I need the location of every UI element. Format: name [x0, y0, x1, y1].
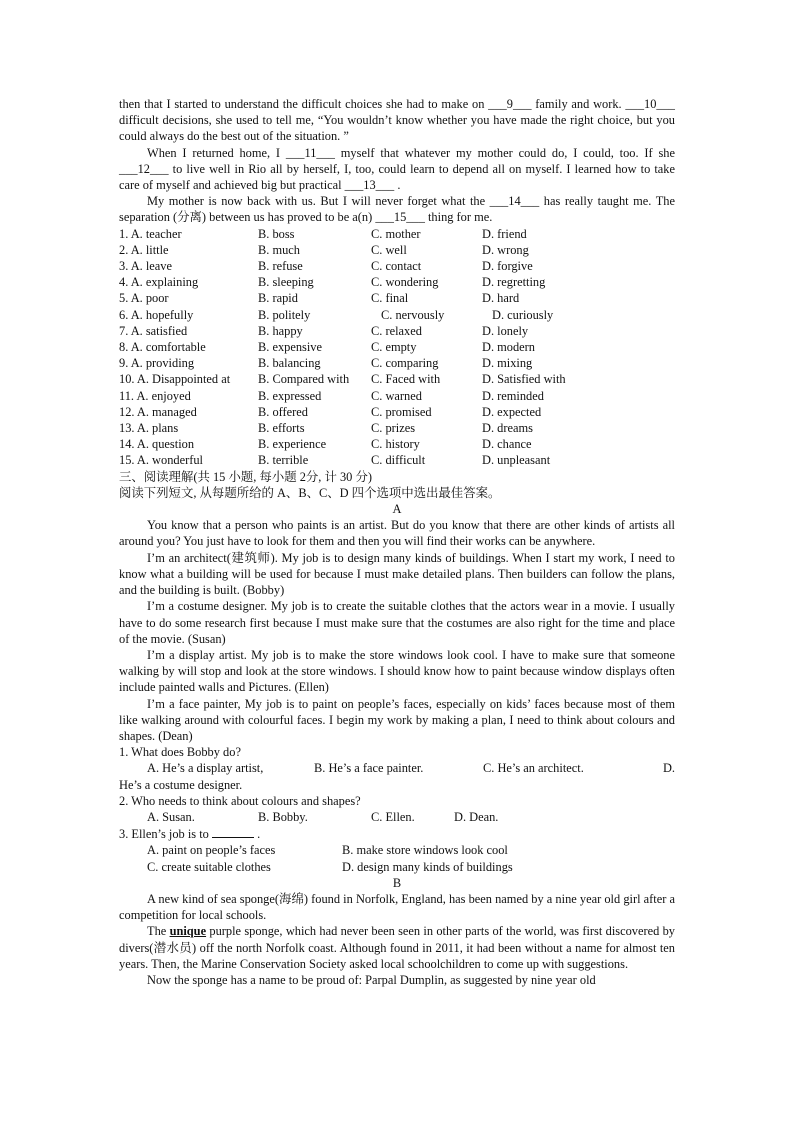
option-b: B. happy	[258, 323, 303, 338]
option-b: B. rapid	[258, 291, 298, 306]
question-3-options-row-2	[119, 859, 675, 875]
option-a: 9. A. providing	[119, 356, 195, 371]
option-row	[119, 355, 675, 371]
underlined-word: unique	[169, 924, 207, 939]
option-row	[119, 323, 675, 339]
passage-b-paragraph: Now the sponge has a name to be proud of: Parpal Dumplin, as suggested by nine year old	[147, 972, 596, 987]
option-row	[119, 452, 675, 468]
cloze-paragraph-2: When I returned home, I ___11___ myself that whatever my mother could do, I could, too. If she ___12___ to live well in Rio all by herself, I, too, could learn to depend all on myself. I learned how to take care of myself and achieved big but practical ___13___ .	[119, 145, 675, 193]
option-row	[119, 258, 675, 274]
section-instruction: 阅读下列短文, 从每题所给的 A、B、C、D 四个选项中选出最佳答案。	[119, 485, 501, 500]
option-d: D. design many kinds of buildings	[342, 859, 513, 874]
option-c: C. empty	[371, 340, 417, 355]
option-a: 11. A. enjoyed	[119, 388, 191, 403]
option-a: 4. A. explaining	[119, 275, 199, 290]
option-d: D. friend	[482, 226, 527, 241]
option-c: C. history	[371, 437, 420, 452]
option-d: D. hard	[482, 291, 520, 306]
option-b: B. terrible	[258, 453, 309, 468]
option-d: D. modern	[482, 340, 535, 355]
option-a: 10. A. Disappointed at	[119, 372, 231, 387]
passage-a-paragraph: I’m a face painter, My job is to paint on people’s faces, especially on kids’ faces because most of them like walking around with colourful faces. I begin my work by making a plan, I need to think about colours and shapes. (Dean)	[119, 696, 675, 743]
question-2-options	[119, 809, 675, 825]
question-3-options-row-1	[119, 842, 675, 858]
option-b: B. expressed	[258, 388, 322, 403]
option-row	[119, 290, 675, 306]
option-d: D. regretting	[482, 275, 546, 290]
option-a: 5. A. poor	[119, 291, 169, 306]
option-b: B. offered	[258, 404, 309, 419]
option-b: B. expensive	[258, 340, 323, 355]
option-b: B. He’s a face painter.	[314, 761, 424, 776]
option-row	[119, 242, 675, 258]
option-b: B. politely	[258, 307, 311, 322]
option-d: D. Dean.	[454, 809, 499, 824]
question-1-option-d-text: He’s a costume designer.	[119, 777, 243, 792]
option-c: C. warned	[371, 388, 422, 403]
option-c: C. Ellen.	[371, 809, 415, 824]
option-a: 3. A. leave	[119, 259, 172, 274]
option-c: C. promised	[371, 404, 432, 419]
option-c: C. relaxed	[371, 323, 422, 338]
option-c: C. difficult	[371, 453, 426, 468]
option-d: D. forgive	[482, 259, 533, 274]
option-row	[119, 420, 675, 436]
option-d: D.	[662, 761, 675, 776]
option-d: D. mixing	[482, 356, 533, 371]
passage-a-paragraph: I’m an architect(建筑师). My job is to design many kinds of buildings. When I start my work, I need to know what a building will be used for because I must make detailed plans. Then builders can follow the plans, and the building is built. (Bobby)	[119, 550, 675, 598]
option-c: C. nervously	[381, 307, 445, 322]
option-row	[119, 436, 675, 452]
option-c: C. Faced with	[371, 372, 441, 387]
option-row	[119, 307, 675, 323]
passage-b-paragraph	[119, 923, 675, 972]
option-c: C. final	[371, 291, 409, 306]
option-b: B. Bobby.	[258, 809, 308, 824]
cloze-options	[119, 226, 675, 469]
option-a: 14. A. question	[119, 437, 195, 452]
passage-a-label: A	[392, 502, 402, 517]
option-b: B. experience	[258, 437, 327, 452]
option-c: C. contact	[371, 259, 422, 274]
answer-blank	[212, 825, 254, 838]
passage-a-paragraph: I’m a display artist. My job is to make the store windows look cool. I have to make sure that someone walking by will stop and look at the store windows. I should know how to paint because window displays often include painted walls and Pictures. (Ellen)	[119, 647, 675, 695]
option-c: C. comparing	[371, 356, 439, 371]
option-c: C. wondering	[371, 275, 439, 290]
option-a: 8. A. comfortable	[119, 340, 206, 355]
option-a: 1. A. teacher	[119, 226, 182, 241]
option-a: 15. A. wonderful	[119, 453, 203, 468]
passage-b-label: B	[392, 875, 402, 890]
question-1-options	[119, 760, 675, 776]
option-d: D. dreams	[482, 421, 533, 436]
passage-a-paragraph: You know that a person who paints is an artist. But do you know that there are other kinds of artists all around you? You just have to look for them and then you will find their works can be anywhere.	[119, 518, 675, 549]
option-d: D. reminded	[482, 388, 544, 403]
paragraph-text: The	[147, 924, 167, 939]
option-d: D. wrong	[482, 242, 529, 257]
option-b: B. sleeping	[258, 275, 314, 290]
option-b: B. Compared with	[258, 372, 350, 387]
option-a: A. Susan.	[147, 809, 195, 824]
option-row	[119, 339, 675, 355]
paragraph-text: purple sponge, which had never been seen in other parts of the world, was first discovered by divers(潜水员) off the north Norfolk coast. Although found in 2011, it had been without a name for almost ten years. Then, the Marine Conservation Society asked local schoolchildren to come up with suggestions.	[119, 924, 675, 971]
question-3-stem-text: 3. Ellen’s job is to	[119, 827, 209, 842]
option-a: 12. A. managed	[119, 404, 197, 419]
option-c: C. create suitable clothes	[147, 859, 271, 874]
cloze-paragraph-1: then that I started to understand the difficult choices she had to make on ___9___ family and work. ___10___ difficult decisions, she used to tell me, “You wouldn’t know whether you have made the right choice, but you could always do the best out of the situation. ”	[119, 97, 675, 144]
option-c: C. mother	[371, 226, 421, 241]
question-2-stem: 2. Who needs to think about colours and shapes?	[119, 793, 361, 808]
option-b: B. make store windows look cool	[342, 843, 508, 858]
option-d: D. Satisfied with	[482, 372, 566, 387]
option-a: A. paint on people’s faces	[147, 843, 276, 858]
option-b: B. much	[258, 242, 300, 257]
option-c: C. He’s an architect.	[483, 761, 584, 776]
option-d: D. expected	[482, 404, 542, 419]
option-a: A. He’s a display artist,	[147, 761, 264, 776]
option-d: D. chance	[482, 437, 532, 452]
option-d: D. lonely	[482, 323, 529, 338]
option-row	[119, 388, 675, 404]
option-c: C. well	[371, 242, 407, 257]
section-heading: 三、阅读理解(共 15 小题, 每小题 2分, 计 30 分)	[119, 469, 372, 484]
question-3-stem	[119, 825, 675, 842]
option-b: B. efforts	[258, 421, 305, 436]
option-a: 6. A. hopefully	[119, 307, 194, 322]
option-a: 2. A. little	[119, 242, 169, 257]
passage-a-paragraph: I’m a costume designer. My job is to create the suitable clothes that the actors wear in a movie. I usually have to do some research first because I must make sure that the costumes are also right for the time and place of the movie. (Susan)	[119, 599, 675, 646]
option-b: B. balancing	[258, 356, 321, 371]
option-b: B. refuse	[258, 259, 303, 274]
passage-b-paragraph: A new kind of sea sponge(海绵) found in Norfolk, England, has been named by a nine year old girl after a competition for local schools.	[119, 891, 675, 923]
option-d: D. curiously	[492, 307, 554, 322]
cloze-paragraph-3: My mother is now back with us. But I will never forget what the ___14___ has really taught me. The separation (分离) between us has proved to be a(n) ___15___ thing for me.	[119, 194, 675, 225]
option-a: 13. A. plans	[119, 421, 179, 436]
option-d: D. unpleasant	[482, 453, 551, 468]
option-a: 7. A. satisfied	[119, 323, 188, 338]
option-b: B. boss	[258, 226, 295, 241]
option-c: C. prizes	[371, 421, 416, 436]
option-row	[119, 274, 675, 290]
option-row	[119, 404, 675, 420]
question-1-stem: 1. What does Bobby do?	[119, 745, 241, 760]
question-3-stem-end: .	[257, 827, 261, 842]
option-row	[119, 371, 675, 387]
exam-page	[119, 96, 675, 988]
option-row	[119, 226, 675, 242]
